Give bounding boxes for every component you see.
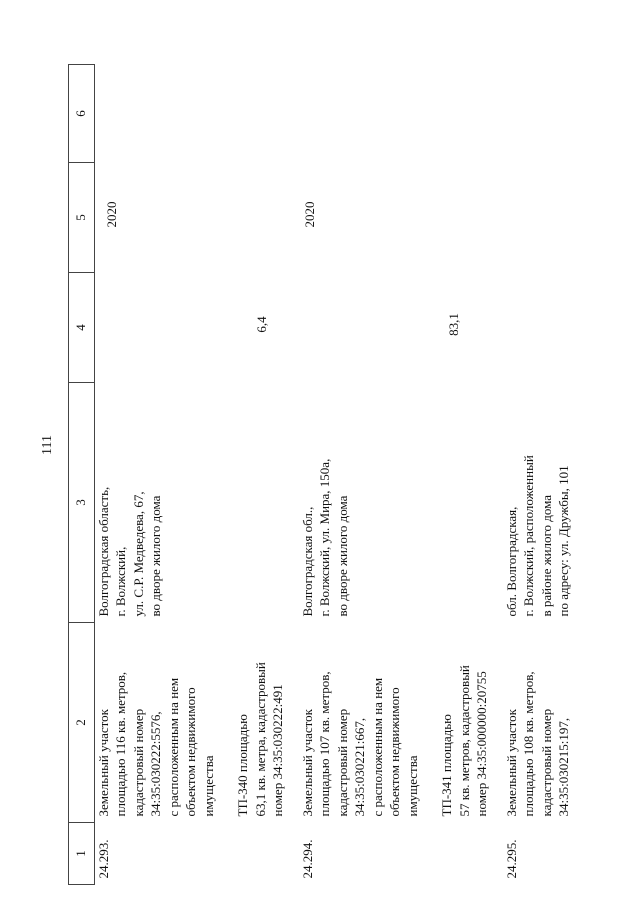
plot-description: Земельный участок площадью 108 кв. метров, кадастровый номер 34:35:030215:197, <box>503 671 571 817</box>
header-cell: 2 <box>69 623 95 823</box>
year-value: 2020 <box>301 201 317 228</box>
row-number: 24.293. <box>95 839 111 879</box>
header-cell: 3 <box>69 383 95 623</box>
col6-value <box>94 65 287 163</box>
plot-address: Волгоградская область, г. Волжский, ул. С.Р. Медведева, 67, во дворе жилого дома <box>95 486 163 617</box>
header-cell: 4 <box>69 273 95 383</box>
plot-address: Волгоградская обл., г. Волжский, ул. Мира, 150а, во дворе жилого дома <box>299 458 350 617</box>
area-value: 83,1 <box>445 313 461 336</box>
col6-value <box>287 65 491 163</box>
area-value: 6,4 <box>253 316 269 333</box>
table-row <box>94 65 287 885</box>
header-cell: 1 <box>69 823 95 885</box>
table-row <box>287 65 491 885</box>
header-cell: 6 <box>69 65 95 163</box>
header-cell: 5 <box>69 163 95 273</box>
document-table <box>68 64 573 885</box>
plot-address: обл. Волгоградская, г. Волжский, расположенный в районе жилого дома по адресу: ул. Дружбы, 101 <box>503 455 571 617</box>
area-value <box>491 273 573 383</box>
row-number: 24.294. <box>299 839 315 879</box>
table-row <box>491 65 573 885</box>
plot-description: Земельный участок площадью 116 кв. метров, кадастровый номер 34:35:030222:5576, с расположенным на нем объектом недвижимого имущества ТП-340 площадью 63,1 кв. метра, кадастровый номер 34:35:030222:491 <box>95 662 285 817</box>
row-number: 24.295. <box>503 839 519 879</box>
year-value <box>491 163 573 273</box>
page-number: 111 <box>40 435 55 455</box>
col6-value <box>491 65 573 163</box>
year-value: 2020 <box>103 201 119 228</box>
table-header-row <box>69 65 95 885</box>
plot-description: Земельный участок площадью 107 кв. метров, кадастровый номер 34:35:030221:667, с расположенным на нем объектом недвижимого имущества ТП-341 площадью 57 кв. метров, кадастровый номер 34:35:000000:20755 <box>299 665 489 817</box>
